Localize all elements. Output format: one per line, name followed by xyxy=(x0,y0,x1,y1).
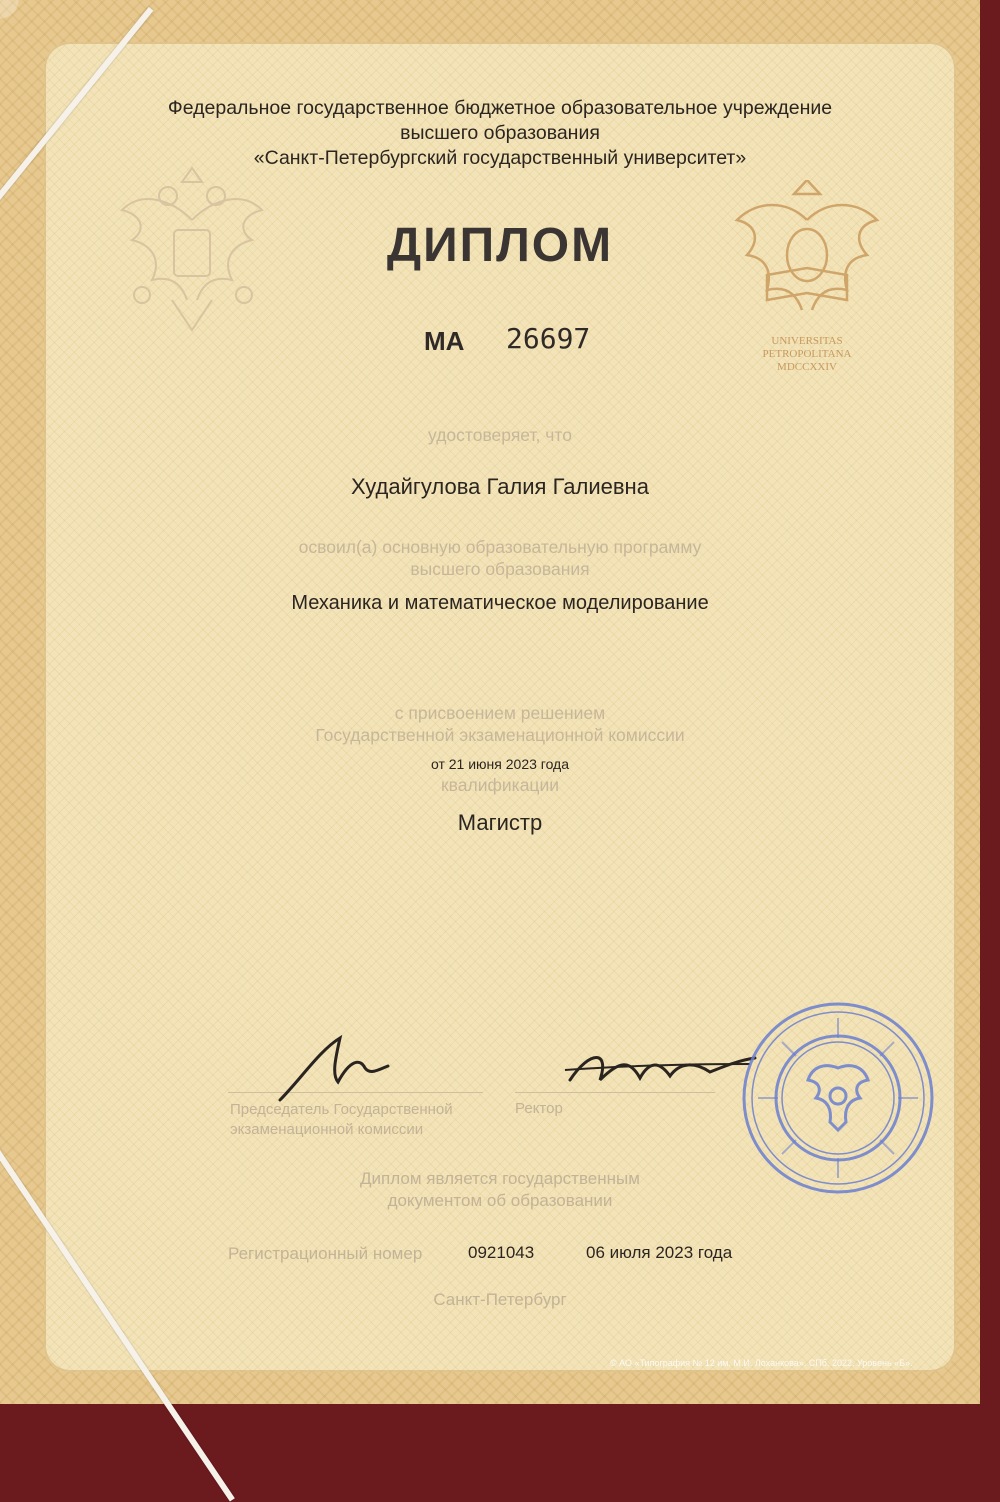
motto-line-2: PETROPOLITANA xyxy=(762,348,852,360)
rector-label: Ректор xyxy=(515,1100,563,1117)
qualification-value: Магистр xyxy=(457,810,543,835)
note-line-1: Диплом является государственным xyxy=(360,1169,640,1188)
holder-name: Худайгулова Галия Галиевна xyxy=(351,474,649,499)
rector-signature-icon xyxy=(560,1040,760,1100)
certifies-text: удостоверяет, что xyxy=(428,425,572,445)
commission-date: от 21 июня 2023 года xyxy=(430,756,570,772)
mastered-line-1: освоил(а) основную образовательную программу xyxy=(298,537,702,557)
award-text xyxy=(0,702,1000,746)
motto-line-3: MDCCXXIV xyxy=(777,361,837,373)
state-document-note xyxy=(0,1168,1000,1212)
header-line-1: Федеральное государственное бюджетное образовательное учреждение xyxy=(167,97,833,119)
registration-number: 0921043 xyxy=(468,1243,535,1262)
university-emblem-icon xyxy=(732,180,882,380)
document-title: ДИПЛОМ xyxy=(386,219,614,272)
series-code: МА xyxy=(424,326,465,356)
motto-line-1: UNIVERSITAS xyxy=(771,335,843,347)
printer-imprint: © АО «Типография № 12 им. М.И. Лоханкова». СПб. 2022. Уровень «Б». xyxy=(610,1358,913,1368)
chair-label xyxy=(230,1100,500,1140)
mastered-line-2: высшего образования xyxy=(410,559,590,579)
note-line-2: документом об образовании xyxy=(387,1191,613,1210)
chair-signature-icon xyxy=(260,1030,420,1110)
registration-date: 06 июля 2023 года xyxy=(586,1243,733,1262)
city: Санкт-Петербург xyxy=(433,1290,567,1309)
header-line-2: высшего образования xyxy=(400,122,600,144)
award-line-2: Государственной экзаменационной комиссии xyxy=(315,725,685,745)
header-line-3: «Санкт-Петербургский государственный университет» xyxy=(253,147,747,169)
diploma-number: 26697 xyxy=(506,322,591,355)
mastered-text xyxy=(0,536,1000,580)
program-name: Механика и математическое моделирование xyxy=(291,592,709,614)
chair-label-line-2: экзаменационной комиссии xyxy=(230,1121,424,1138)
award-line-1: с присвоением решением xyxy=(394,703,606,723)
registration-label: Регистрационный номер xyxy=(228,1244,423,1263)
chair-label-line-1: Председатель Государственной xyxy=(230,1101,453,1118)
qualification-label: квалификации xyxy=(441,775,559,795)
